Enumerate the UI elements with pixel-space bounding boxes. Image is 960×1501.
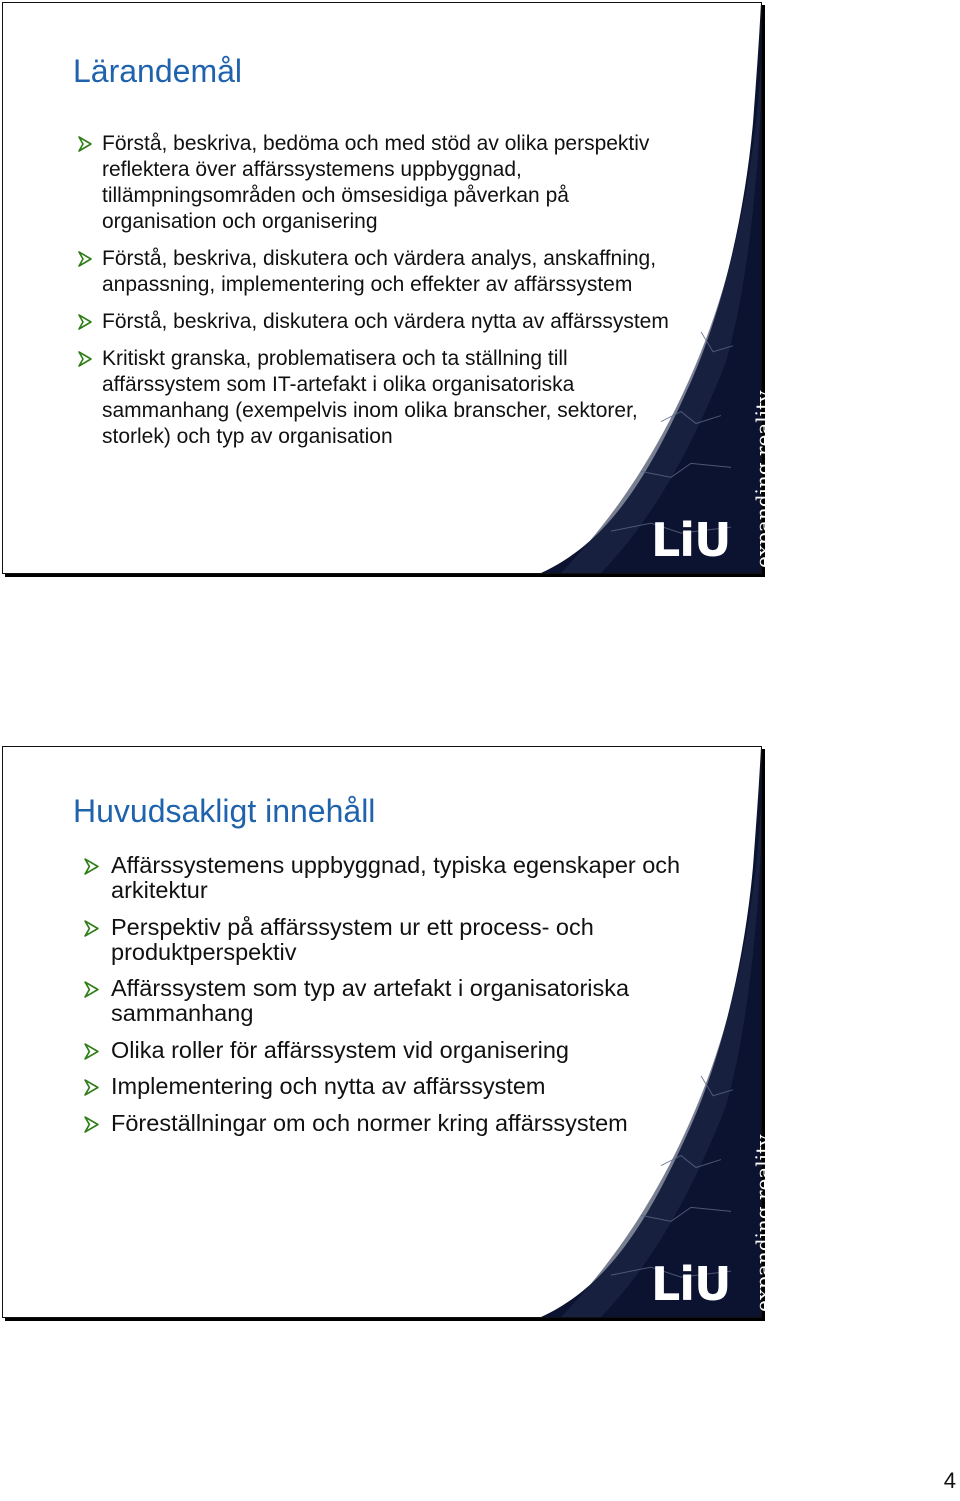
bullet-text: Implementering och nytta av affärssystem — [111, 1073, 546, 1099]
brand-tagline: expanding reality — [751, 1134, 775, 1312]
bullet-text: Förstå, beskriva, diskutera och värdera nytta av affärssystem — [102, 310, 669, 333]
chevron-right-icon — [77, 314, 93, 330]
bullet-text: Förstå, beskriva, bedöma och med stöd av olika perspektiv reflektera över affärssystemens uppbyggnad, tillämpningsområden och ömsesidiga påverkan på organisation och organisering — [102, 132, 650, 233]
bullet-text: Förstå, beskriva, diskutera och värdera analys, anskaffning, anpassning, implementering och effekter av affärssystem — [102, 247, 657, 296]
page-number: 4 — [943, 1468, 956, 1493]
chevron-right-icon — [83, 1079, 100, 1096]
chevron-right-icon — [77, 136, 93, 152]
chevron-right-icon — [83, 858, 100, 875]
bullet-text: Affärssystemens uppbyggnad, typiska egenskaper och arkitektur — [111, 852, 681, 903]
liu-logo: LiU — [651, 513, 731, 567]
slide-title: Lärandemål — [73, 53, 242, 89]
chevron-right-icon — [77, 351, 93, 367]
chevron-right-icon — [83, 1043, 100, 1060]
slide-main-content — [2, 746, 775, 1318]
bullet-text: Affärssystem som typ av artefakt i organisatoriska sammanhang — [111, 975, 630, 1026]
bullet-text: Föreställningar om och normer kring affärssystem — [111, 1109, 628, 1136]
brand-panel — [541, 3, 761, 573]
chevron-right-icon — [83, 981, 100, 998]
chevron-right-icon — [83, 920, 100, 937]
brand-panel — [541, 747, 761, 1317]
slide-title: Huvudsakligt innehåll — [73, 793, 376, 829]
bullet-text: Kritiskt granska, problematisera och ta ställning till affärssystem som IT-artefakt i olika organisatoriska sammanhang (exempelvis inom olika branscher, sektorer, storlek) och typ av organisation — [102, 347, 638, 448]
bullet-text: Perspektiv på affärssystem ur ett process- och produktperspektiv — [111, 913, 594, 965]
liu-logo: LiU — [651, 1257, 731, 1311]
slide-learning-goals — [2, 2, 775, 574]
chevron-right-icon — [77, 251, 93, 267]
bullet-text: Olika roller för affärssystem vid organisering — [111, 1036, 569, 1063]
brand-tagline: expanding reality — [751, 390, 775, 568]
chevron-right-icon — [83, 1116, 100, 1133]
